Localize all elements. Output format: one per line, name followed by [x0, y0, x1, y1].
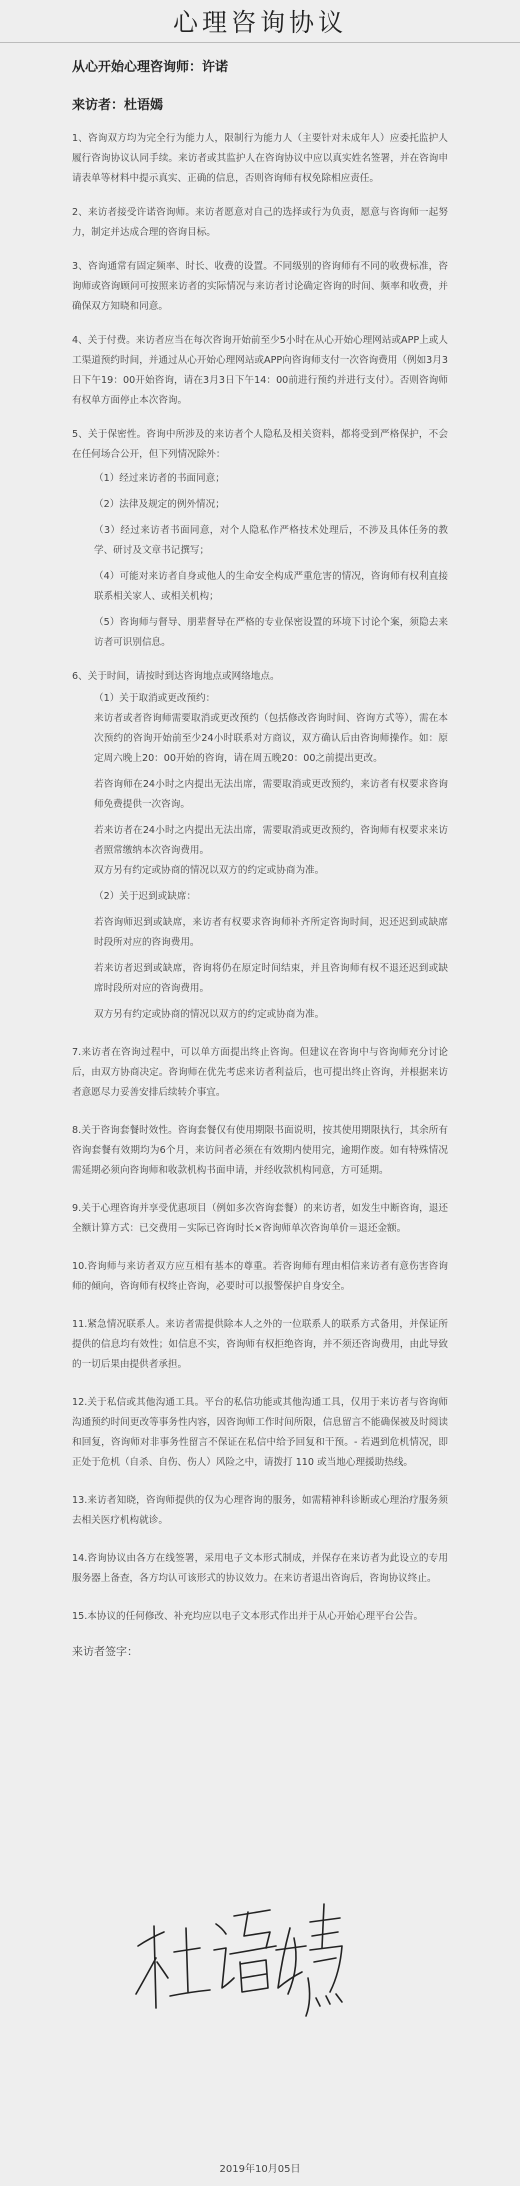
clause-6: 6、关于时间，请按时到达咨询地点或网络地点。	[72, 671, 280, 682]
clause-6-2-heading: （2）关于迟到或缺席：	[94, 891, 197, 902]
clause-6-1-item: 若咨询师在24小时之内提出无法出席，需要取消或更改预约，来访者有权要求咨询师免费提供一次咨询。	[94, 779, 448, 810]
clause-6-2-item: 双方另有约定或协商的情况以双方的约定或协商为准。	[94, 1009, 325, 1020]
title-divider	[0, 42, 520, 43]
clause-5-item: （4）可能对来访者自身或他人的生命安全构成严重危害的情况，咨询师有权利直接联系相关家人、或相关机构；	[94, 571, 448, 602]
clause-6-1-item: 来访者或者咨询师需要取消或更改预约（包括修改咨询时间、咨询方式等），需在本次预约的咨询开始前至少24小时联系对方商议，双方确认后由咨询师操作。如：原定周六晚上20：00开始的咨询，请在周五晚20：00之前提出更改。	[94, 713, 448, 764]
clause-4: 4、关于付费。来访者应当在每次咨询开始前至少5小时在从心开始心理网站或APP上或人工渠道预约时间，并通过从心开始心理网站或APP向咨询师支付一次咨询费用（例如3月3日下午19：00开始咨询，请在3月3日下午14：00前进行预约并进行支付）。否则咨询师有权单方面停止本次咨询。	[72, 335, 448, 406]
clause-6-2-item: 若来访者迟到或缺席，咨询将仍在原定时间结束，并且咨询师有权不退还迟到或缺席时段所对应的咨询费用。	[94, 963, 448, 994]
clause-12: 12.关于私信或其他沟通工具。平台的私信功能或其他沟通工具，仅用于来访者与咨询师沟通预约时间更改等事务性内容，因咨询师工作时间所限，信息留言不能确保被及时阅读和回复，咨询师对非事务性留言不保证在私信中给予回复和干预。- 若遇到危机情况，即正处于危机（自杀、自伤、伤人）风险之中，请拨打 110 或当地心理援助热线。	[72, 1397, 448, 1468]
clause-13: 13.来访者知晓，咨询师提供的仅为心理咨询的服务，如需精神科诊断或心理治疗服务须去相关医疗机构就诊。	[72, 1495, 448, 1526]
clause-10: 10.咨询师与来访者双方应互相有基本的尊重。若咨询师有理由相信来访者有意伤害咨询师的倾向，咨询师有权终止咨询，必要时可以报警保护自身安全。	[72, 1261, 448, 1292]
clause-7: 7.来访者在咨询过程中，可以单方面提出终止咨询。但建议在咨询中与咨询师充分讨论后，由双方协商决定。咨询师在优先考虑来访者利益后，也可提出终止咨询，并根据来访者意愿尽力妥善安排后续转介事宜。	[72, 1047, 448, 1098]
counselor-line: 从心开始心理咨询师：许诺	[72, 60, 229, 75]
clause-9: 9.关于心理咨询并享受优惠项目（例如多次咨询套餐）的来访者，如发生中断咨询，退还全额计算方式：已交费用－实际已咨询时长×咨询师单次咨询单价＝退还金额。	[72, 1203, 448, 1234]
clause-14: 14.咨询协议由各方在线签署，采用电子文本形式制成，并保存在来访者为此设立的专用服务器上备查，各方均认可该形式的协议效力。在来访者退出咨询后，咨询协议终止。	[72, 1553, 448, 1584]
clause-1: 1、咨询双方均为完全行为能力人，限制行为能力人（主要针对未成年人）应委托监护人履行咨询协议认同手续。来访者或其监护人在咨询协议中应以真实姓名签署，并在咨询申请表单等材料中提示真实、正确的信息，否则咨询师有权免除相应责任。	[72, 133, 448, 184]
clause-5-item: （5）咨询师与督导、朋辈督导在严格的专业保密设置的环境下讨论个案，须隐去来访者可识别信息。	[94, 617, 448, 648]
clause-6-1-item: 若来访者在24小时之内提出无法出席，需要取消或更改预约，咨询师有权要求来访者照常缴纳本次咨询费用。	[94, 825, 448, 856]
clause-5-item: （3）经过来访者书面同意，对个人隐私作严格技术处理后，不涉及具体任务的教学、研讨及文章书记撰写；	[94, 525, 448, 556]
clause-8: 8.关于咨询套餐时效性。咨询套餐仅有使用期限书面说明，按其使用期限执行，其余所有咨询套餐有效期均为6个月，来访问者必须在有效期内使用完，逾期作废。如有特殊情况需延期必须向咨询师和收款机构书面申请，并经收款机构同意，方可延期。	[72, 1125, 448, 1176]
signing-date: 2019年10月05日	[219, 2164, 301, 2175]
handwritten-signature	[130, 1888, 350, 2038]
clause-2: 2、来访者接受许诺咨询师。来访者愿意对自己的选择或行为负责，愿意与咨询师一起努力，制定并达成合理的咨询目标。	[72, 207, 448, 238]
clause-3: 3、咨询通常有固定频率、时长、收费的设置。不同级别的咨询师有不同的收费标准，咨询师或咨询顾问可按照来访者的实际情况与来访者讨论确定咨询的时间、频率和收费，并确保双方知晓和同意。	[72, 261, 448, 312]
clause-6-2-item: 若咨询师迟到或缺席，来访者有权要求咨询师补齐所定咨询时间，迟还迟到或缺席时段所对应的咨询费用。	[94, 917, 448, 948]
clause-5-item: （1）经过来访者的书面同意；	[94, 473, 225, 484]
clause-6-1-heading: （1）关于取消或更改预约：	[94, 693, 216, 704]
page-title: 心理咨询协议	[172, 8, 347, 37]
clause-5-item: （2）法律及规定的例外情况；	[94, 499, 225, 510]
clause-6-1-item: 双方另有约定或协商的情况以双方的约定或协商为准。	[94, 865, 325, 876]
clause-11: 11.紧急情况联系人。来访者需提供除本人之外的一位联系人的联系方式备用，并保证所提供的信息均有效性；如信息不实，咨询师有权拒绝咨询，并不须还咨询费用，由此导致的一切后果由提供者承担。	[72, 1319, 448, 1370]
clause-15: 15.本协议的任何修改、补充均应以电子文本形式作出并于从心开始心理平台公告。	[72, 1611, 424, 1622]
client-line: 来访者：杜语嫣	[72, 98, 164, 113]
signature-label: 来访者签字：	[72, 1645, 138, 1658]
clause-5: 5、关于保密性。咨询中所涉及的来访者个人隐私及相关资料，都将受到严格保护，不会在任何场合公开，但下列情况除外：	[72, 429, 448, 460]
